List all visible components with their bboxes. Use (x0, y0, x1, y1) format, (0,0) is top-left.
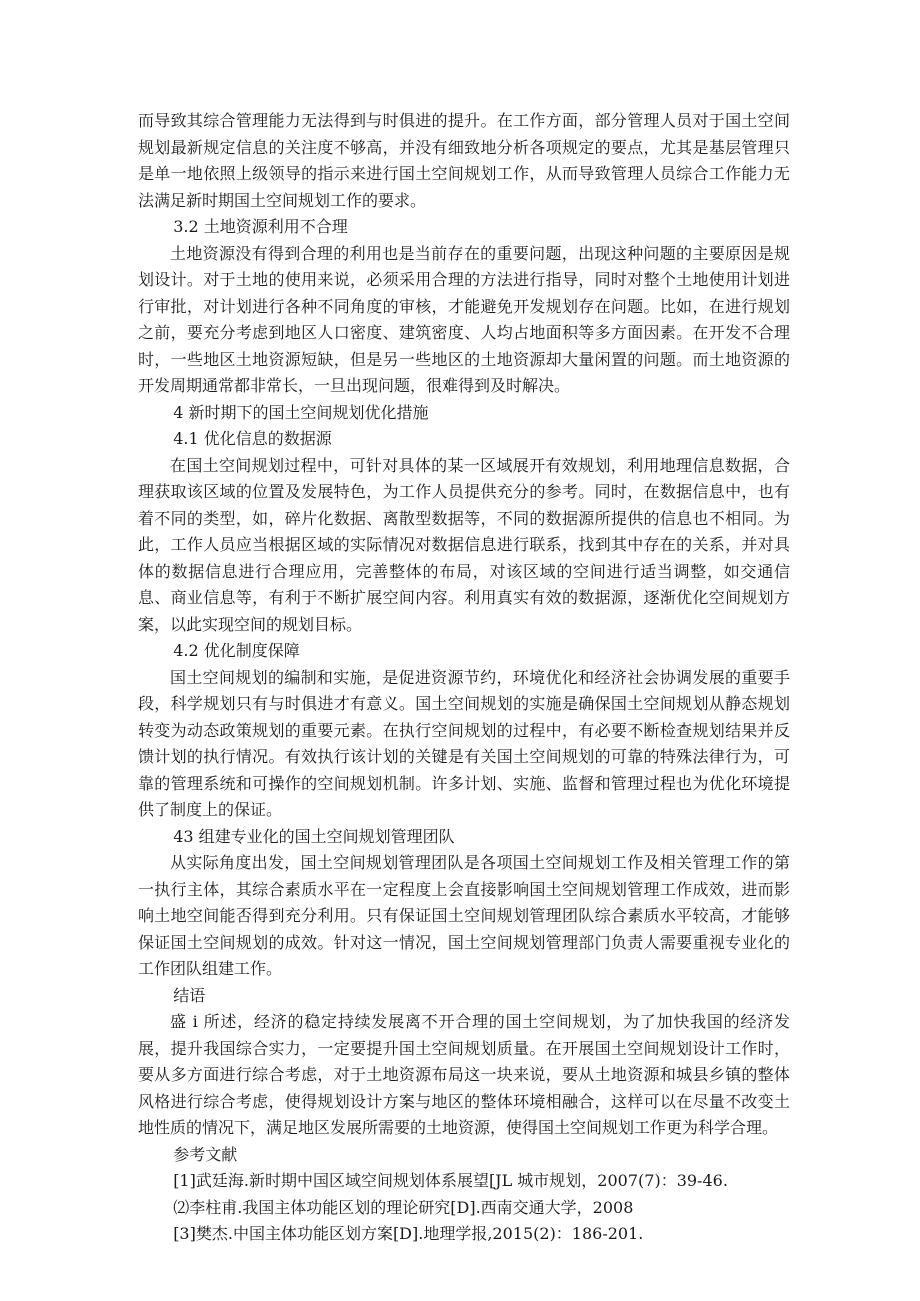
heading-3-2: 3.2 土地资源利用不合理 (173, 217, 348, 236)
heading-4-1: 4.1 优化信息的数据源 (173, 429, 332, 448)
paragraph-3-2: 土地资源没有得到合理的利用也是当前存在的重要问题，出现这种问题的主要原因是规划设计。对于土地的使用来说，必须采用合理的方法进行指导，同时对整个土地使用计划进行审批，对计划进行各种不同角度的审核，才能避免开发规划存在问题。比如，在进行规划之前，要充分考虑到地区人口密度、建筑密度、人均占地面积等多方面因素。在开发不合理时，一些地区土地资源短缺，但是另一些地区的土地资源却大量闲置的问题。而土地资源的开发周期通常都非常长，一旦出现问题，很难得到及时解决。 (138, 243, 790, 395)
heading-conclusion: 结语 (173, 985, 206, 1005)
paragraph-4-1: 在国土空间规划过程中，可针对具体的某一区域展开有效规划，利用地理信息数据，合理获取该区域的位置及发展特色，为工作人员提供充分的参考。同时，在数据信息中，也有着不同的类型，如，碎片化数据、离散型数据等，不同的数据源所提供的信息也不相同。为此，工作人员应当根据区域的实际情况对数据信息进行联系，找到其中存在的关系，并对具体的数据信息进行合理应用，完善整体的布局，对该区域的空间进行适当调整，如交通信息、商业信息等，有利于不断扩展空间内容。利用真实有效的数据源，逐渐优化空间规划方案，以此实现空间的规划目标。 (138, 455, 790, 634)
heading-4-3: 43 组建专业化的国土空间规划管理团队 (173, 826, 455, 846)
paragraph-4-2: 国土空间规划的编制和实施，是促进资源节约，环境优化和经济社会协调发展的重要手段，科学规划只有与时俱进才有意义。国土空间规划的实施是确保国土空间规划从静态规划转变为动态政策规划的重要元素。在执行空间规划的过程中，有必要不断检查规划结果并反馈计划的执行情况。有效执行该计划的关键是有关国土空间规划的可靠的特殊法律行为，可靠的管理系统和可操作的空间规划机制。许多计划、实施、监督和管理过程也为优化环境提供了制度上的保证。 (138, 667, 790, 819)
heading-references: 参考文献 (173, 1144, 238, 1164)
heading-4-2: 4.2 优化制度保障 (173, 641, 300, 660)
reference-item-3: [3]樊杰.中国主体功能区划方案[D].地理学报,2015(2)：186-201. (173, 1224, 644, 1243)
paragraph-4-3: 从实际角度出发，国土空间规划管理团队是各项国土空间规划工作及相关管理工作的第一执行主体，其综合素质水平在一定程度上会直接影响国土空间规划管理工作成效，进而影响土地空间能否得到充分利用。只有保证国土空间规划管理团队综合素质水平较高，才能够保证国土空间规划的成效。针对这一情况，国土空间规划管理部门负责人需要重视专业化的工作团队组建工作。 (138, 853, 790, 978)
reference-item-1: [1]武廷海.新时期中国区域空间规划体系展望[JL 城市规划，2007(7)：39-46. (173, 1171, 728, 1190)
heading-4: 4 新时期下的国土空间规划优化措施 (173, 402, 429, 422)
document-body (138, 108, 790, 1248)
paragraph-intro: 而导致其综合管理能力无法得到与时俱进的提升。在工作方面，部分管理人员对于国土空间规划最新规定信息的关注度不够高，并没有细致地分析各项规定的要点，尤其是基层管理只是单一地依照上级领导的指示来进行国土空间规划工作，从而导致管理人员综合工作能力无法满足新时期国土空间规划工作的要求。 (138, 111, 790, 210)
paragraph-conclusion: 盛 i 所述，经济的稳定持续发展离不开合理的国土空间规划，为了加快我国的经济发展，提升我国综合实力，一定要提升国土空间规划质量。在开展国土空间规划设计工作时，要从多方面进行综合考虑，对于土地资源布局这一块来说，要从土地资源和城县乡镇的整体风格进行综合考虑，使得规划设计方案与地区的整体环境相融合，这样可以在尽量不改变土地性质的情况下，满足地区发展所需要的土地资源，使得国土空间规划工作更为科学合理。 (138, 1012, 790, 1137)
reference-item-2: ⑵李柱甫.我国主体功能区划的理论研究[D].西南交通大学，2008 (173, 1197, 634, 1217)
